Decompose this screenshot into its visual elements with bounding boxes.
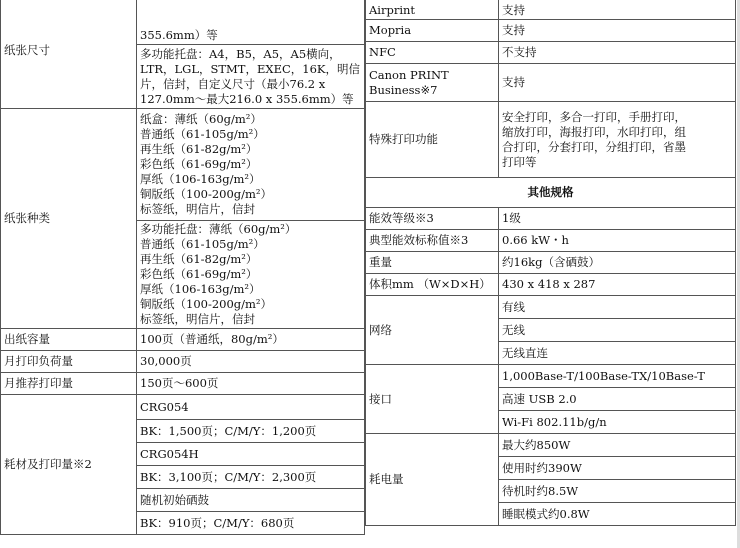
row-label-special-print: 特殊打印功能 <box>366 102 499 178</box>
table-row <box>1 329 365 351</box>
table-row <box>366 208 736 230</box>
consumable-starter-yield: BK：910页；C/M/Y：680页 <box>137 512 365 535</box>
table-row <box>366 296 736 319</box>
row-label-dimensions: 体积mm （W×D×H） <box>366 274 499 296</box>
weight-value: 约16kg（含硒鼓） <box>499 252 736 274</box>
row-label-power: 耗电量 <box>366 434 499 526</box>
interface-wifi: Wi-Fi 802.11b/g/n <box>499 411 736 434</box>
consumable-starter: 随机初始硒鼓 <box>137 489 365 512</box>
consumable-crg054: CRG054 <box>137 395 365 420</box>
row-label-airprint: Airprint <box>366 0 499 20</box>
table-row <box>366 42 736 64</box>
network-wireless: 无线 <box>499 319 736 342</box>
table-row <box>366 178 736 208</box>
dimensions-value: 430 x 418 x 287 <box>499 274 736 296</box>
row-label-canon-print: Canon PRINT Business※7 <box>366 64 499 102</box>
tec-value: 0.66 kW・h <box>499 230 736 252</box>
row-label-energy-class: 能效等级※3 <box>366 208 499 230</box>
table-row <box>366 434 736 457</box>
network-wired: 有线 <box>499 296 736 319</box>
spec-table-left <box>0 0 365 535</box>
power-sleep: 睡眠模式约0.8W <box>499 503 736 526</box>
table-row <box>1 373 365 395</box>
row-label-output-capacity: 出纸容量 <box>1 329 137 351</box>
monthly-duty-value: 30,000页 <box>137 351 365 373</box>
special-print-value: 安全打印，多合一打印，手册打印， 缩放打印，海报打印，水印打印，组 合打印，分套打印，分组打印，省墨 打印等 <box>499 102 736 178</box>
section-title-other-specs: 其他规格 <box>366 178 736 208</box>
table-row <box>366 365 736 388</box>
table-row <box>366 20 736 42</box>
table-row <box>1 351 365 373</box>
table-row <box>1 0 365 45</box>
row-label-tec: 典型能效标称值※3 <box>366 230 499 252</box>
network-wireless-direct: 无线直连 <box>499 342 736 365</box>
table-row <box>1 109 365 221</box>
row-label-interface: 接口 <box>366 365 499 434</box>
paper-type-cassette: 纸盒：薄纸（60g/m²） 普通纸（61-105g/m²） 再生纸（61-82g/m²） 彩色纸（61-69g/m²） 厚纸（106-163g/m²） 铜版纸（100-200g/m²） 标签纸，明信片，信封 <box>137 109 365 221</box>
energy-class-value: 1级 <box>499 208 736 230</box>
row-label-mopria: Mopria <box>366 20 499 42</box>
table-row <box>366 64 736 102</box>
table-row <box>366 0 736 20</box>
row-label-network: 网络 <box>366 296 499 365</box>
consumable-crg054h-yield: BK：3,100页；C/M/Y：2,300页 <box>137 466 365 489</box>
output-capacity-value: 100页（普通纸，80g/m²） <box>137 329 365 351</box>
canon-print-value: 支持 <box>499 64 736 102</box>
row-label-nfc: NFC <box>366 42 499 64</box>
paper-type-tray: 多功能托盘：薄纸（60g/m²） 普通纸（61-105g/m²） 再生纸（61-82g/m²） 彩色纸（61-69g/m²） 厚纸（106-163g/m²） 铜版纸（100-200g/m²） 标签纸，明信片，信封 <box>137 221 365 329</box>
row-label-recommended-volume: 月推荐打印量 <box>1 373 137 395</box>
paper-size-cassette: 355.6mm）等 <box>137 0 365 45</box>
table-row <box>366 230 736 252</box>
consumable-crg054h: CRG054H <box>137 443 365 466</box>
interface-usb: 高速 USB 2.0 <box>499 388 736 411</box>
table-row <box>1 395 365 420</box>
row-label-monthly-duty: 月打印负荷量 <box>1 351 137 373</box>
table-row <box>366 102 736 178</box>
interface-ethernet: 1,000Base-T/100Base-TX/10Base-T <box>499 365 736 388</box>
consumable-crg054-yield: BK：1,500页；C/M/Y：1,200页 <box>137 420 365 443</box>
power-operating: 使用时约390W <box>499 457 736 480</box>
table-row <box>366 252 736 274</box>
power-max: 最大约850W <box>499 434 736 457</box>
row-label-consumables: 耗材及打印量※2 <box>1 395 137 535</box>
spec-table-right <box>365 0 736 526</box>
table-row <box>366 274 736 296</box>
recommended-volume-value: 150页～600页 <box>137 373 365 395</box>
paper-size-tray: 多功能托盘：A4，B5，A5，A5横向， LTR，LGL，STMT，EXEC，16K，明信 片，信封，自定义尺寸（最小76.2 x 127.0mm～最大216.0 x 355.6mm）等 <box>137 45 365 109</box>
airprint-value: 支持 <box>499 0 736 20</box>
nfc-value: 不支持 <box>499 42 736 64</box>
row-label-paper-type: 纸张种类 <box>1 109 137 329</box>
mopria-value: 支持 <box>499 20 736 42</box>
row-label-weight: 重量 <box>366 252 499 274</box>
row-label-paper-size: 纸张尺寸 <box>1 0 137 109</box>
power-standby: 待机时约8.5W <box>499 480 736 503</box>
